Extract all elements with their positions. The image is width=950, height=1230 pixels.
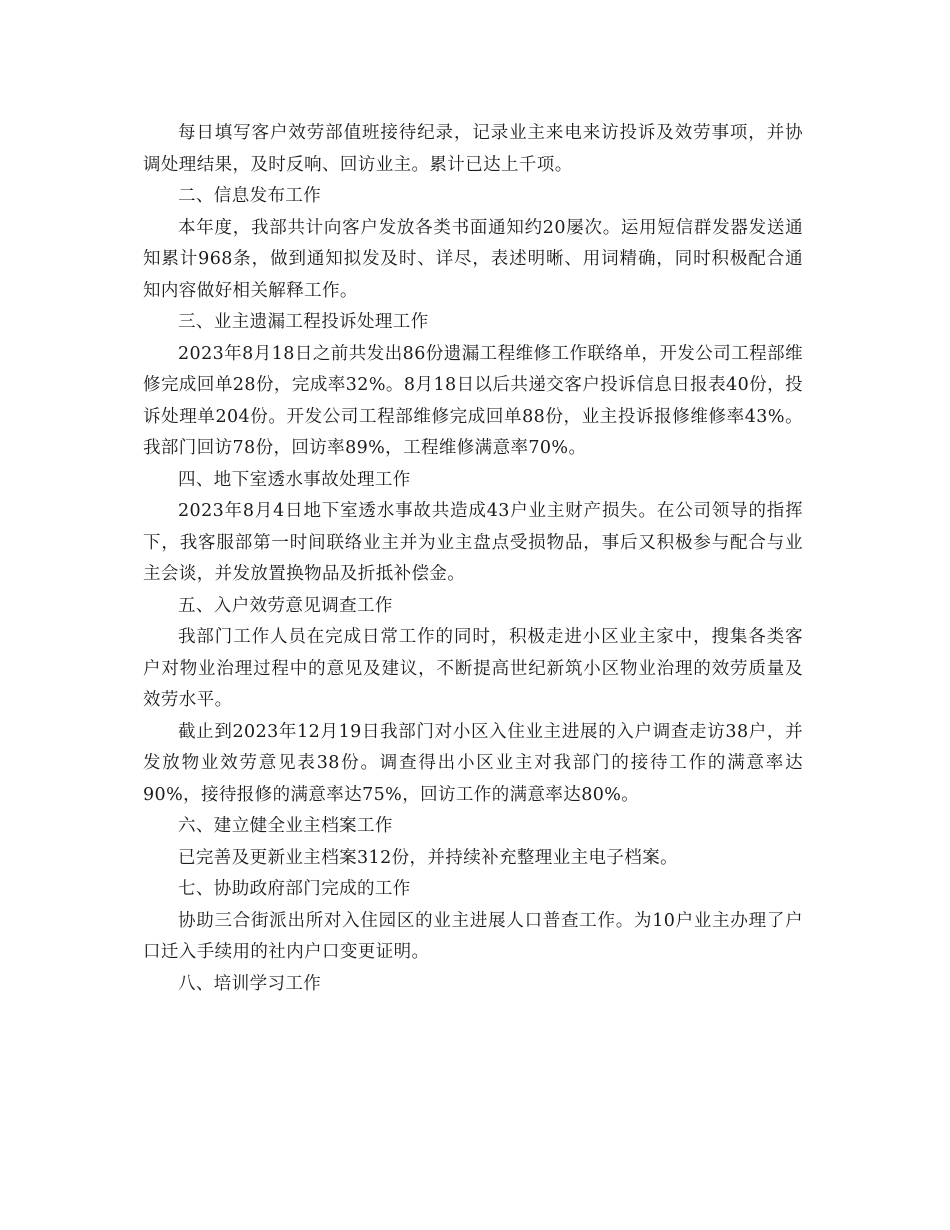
- heading-owner-archives: 六、建立健全业主档案工作: [178, 816, 393, 836]
- paragraph-government-assist: 协助三合街派出所对入住园区的业主进展人口普查工作。为10户业主办理了户口迁入手续用的社内户口变更证明。: [143, 910, 803, 962]
- heading-basement-flooding: 四、地下室透水事故处理工作: [178, 469, 411, 490]
- heading-leftover-projects: 三、业主遗漏工程投诉处理工作: [178, 312, 429, 332]
- paragraph-leftover-projects: 2023年8月18日之前共发出86份遗漏工程维修工作联络单，开发公司工程部维修完成回单28份，完成率32%。8月18日以后共递交客户投诉信息日报表40份，投诉处理单204份。开发公司工程部维修完成回单88份，业主投诉报修维修率43%。我部门回访78份，回访率89%，工程维修满意率70%。: [143, 343, 803, 458]
- heading-training: 八、培训学习工作: [178, 973, 322, 994]
- paragraph-basement-flooding: 2023年8月4日地下室透水事故共造成43户业主财产损失。在公司领导的指挥下，我客服部第一时间联络业主并为业主盘点受损物品，事后又积极参与配合与业主会谈，并发放置换物品及折抵补偿金。: [143, 501, 803, 584]
- paragraph-info-release: 本年度，我部共计向客户发放各类书面通知约20屡次。运用短信群发器发送通知累计968条，做到通知拟发及时、详尽，表述明晰、用词精确，同时积极配合通知内容做好相关解释工作。: [143, 217, 803, 301]
- paragraph-home-survey: 我部门工作人员在完成日常工作的同时，积极走进小区业主家中，搜集各类客户对物业治理过程中的意见及建议，不断提高世纪新筑小区物业治理的效劳质量及效劳水平。: [143, 627, 803, 710]
- heading-government-assist: 七、协助政府部门完成的工作: [178, 879, 411, 899]
- paragraph-owner-archives: 已完善及更新业主档案312份，并持续补充整理业主电子档案。: [178, 847, 678, 868]
- heading-home-survey: 五、入户效劳意见调查工作: [178, 595, 393, 616]
- paragraph-survey-results: 截止到2023年12月19日我部门对小区入住业主进展的入户调查走访38户，并发放物业效劳意见表38份。调查得出小区业主对我部门的接待工作的满意率达90%，接待报修的满意率达75%，回访工作的满意率达80%。: [143, 721, 803, 805]
- document-body: [143, 118, 803, 1000]
- heading-info-release: 二、信息发布工作: [178, 186, 322, 206]
- paragraph-duty-records: 每日填写客户效劳部值班接待纪录，记录业主来电来访投诉及效劳事项，并协调处理结果，及时反响、回访业主。累计已达上千项。: [143, 123, 803, 175]
